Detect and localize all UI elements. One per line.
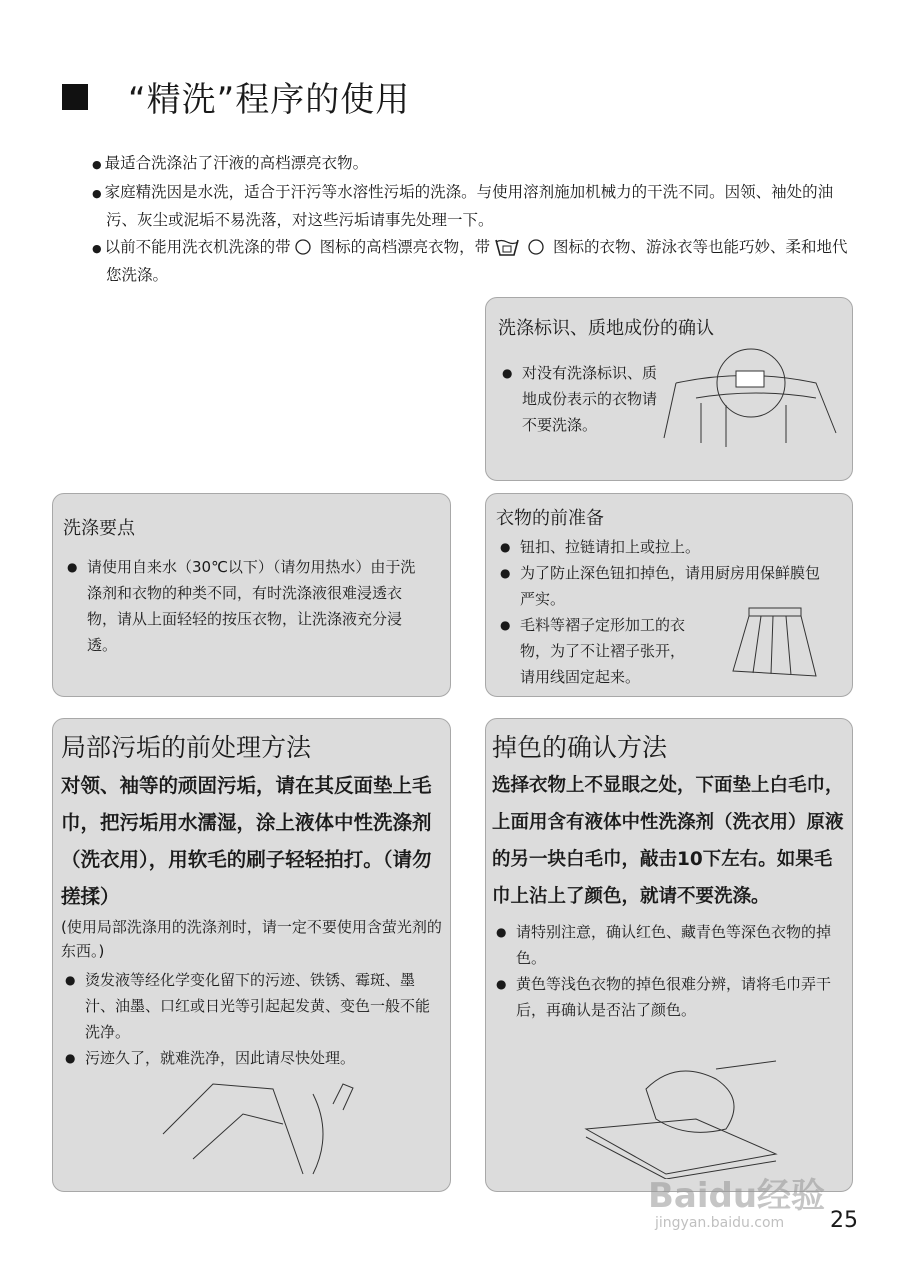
label-check-box bbox=[485, 297, 853, 481]
prep-box bbox=[485, 493, 853, 697]
intro-text: 以前不能用洗衣机洗涤的带 bbox=[104, 237, 291, 256]
list-item: ● 毛料等褶子定形加工的衣物，为了不让褶子张开，请用线固定起来。 bbox=[496, 612, 690, 690]
brushing-stain-illustration bbox=[153, 1064, 373, 1179]
note-text: (使用局部洗涤用的洗涤剂时，请一定不要使用含萤光剂的东西。) bbox=[61, 918, 442, 960]
box-title: 局部污垢的前处理方法 bbox=[61, 733, 312, 762]
list-item: ● 为了防止深色钮扣掉色，请用厨房用保鲜膜包严实。 bbox=[496, 560, 826, 612]
list-item: ● 对没有洗涤标识、质地成份表示的衣物请不要洗涤。 bbox=[498, 360, 658, 438]
handwash-icon bbox=[494, 237, 520, 257]
intro-text: 图标的衣物、游泳衣等也能巧妙、柔和地代您洗涤。 bbox=[106, 237, 848, 284]
intro-list bbox=[92, 150, 862, 289]
lead-text: 对领、袖等的顽固污垢，请在其反面垫上毛巾，把污垢用水濡湿，涂上液体中性洗涤剂（洗衣用），用软毛的刷子轻轻拍打。（请勿搓揉） bbox=[61, 774, 432, 908]
box-title: 洗涤要点 bbox=[63, 518, 135, 539]
box-title: 衣物的前准备 bbox=[496, 508, 604, 529]
page-number: 25 bbox=[830, 1208, 858, 1233]
garment-label-illustration bbox=[656, 343, 841, 453]
box-title: 洗涤标识、质地成份的确认 bbox=[498, 318, 714, 339]
skirt-illustration bbox=[731, 606, 821, 686]
box-title: 掉色的确认方法 bbox=[492, 733, 668, 762]
towel-tapping-illustration bbox=[576, 1059, 836, 1179]
list-item: ● 请特别注意，确认红色、藏青色等深色衣物的掉色。 bbox=[492, 919, 846, 971]
color-fastness-box bbox=[485, 718, 853, 1192]
page-title bbox=[62, 72, 410, 121]
intro-item: ● 家庭精洗因是水洗，适合于汗污等水溶性污垢的洗涤。与使用溶剂施加机械力的干洗不同。因领、袖处的油污、灰尘或泥垢不易洗落，对这些污垢请事先处理一下。 bbox=[92, 179, 862, 234]
watermark-logo: Baidu经验 bbox=[648, 1176, 826, 1216]
title-text: “精洗”程序的使用 bbox=[128, 80, 411, 120]
intro-text: 图标的高档漂亮衣物，带 bbox=[319, 237, 491, 256]
intro-item bbox=[92, 234, 862, 289]
circle-icon bbox=[295, 239, 311, 255]
list-item: ● 请使用自来水（30℃以下）（请勿用热水）由于洗涤剂和衣物的种类不同，有时洗涤液很难浸透衣物，请从上面轻轻的按压衣物，让洗涤液充分浸透。 bbox=[63, 554, 423, 658]
square-bullet-icon bbox=[62, 84, 88, 110]
stain-pretreatment-box bbox=[52, 718, 451, 1192]
list-item: ● 烫发液等经化学变化留下的污迹、铁锈、霉斑、墨汁、油墨、口红或日光等引起起发黄、变色一般不能洗净。 bbox=[61, 967, 442, 1045]
intro-item: ● 最适合洗涤沾了汗液的高档漂亮衣物。 bbox=[92, 150, 862, 179]
lead-text: 选择衣物上不显眼之处，下面垫上白毛巾，上面用含有液体中性洗涤剂（洗衣用）原液的另一块白毛巾，敲击10下左右。如果毛巾上沾上了颜色，就请不要洗涤。 bbox=[492, 775, 844, 907]
wash-points-box bbox=[52, 493, 451, 697]
list-item: ● 黄色等浅色衣物的掉色很难分辨，请将毛巾弄干后，再确认是否沾了颜色。 bbox=[492, 971, 846, 1023]
list-item: ● 污迹久了，就难洗净，因此请尽快处理。 bbox=[61, 1045, 442, 1071]
list-item: ● 钮扣、拉链请扣上或拉上。 bbox=[496, 534, 826, 560]
circle-icon bbox=[528, 239, 544, 255]
watermark-url: jingyan.baidu.com bbox=[655, 1215, 785, 1231]
